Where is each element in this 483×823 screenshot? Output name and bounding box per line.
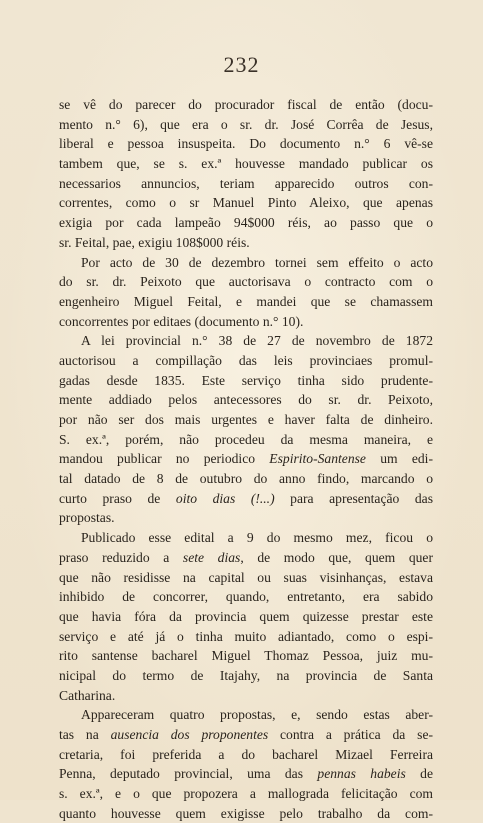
text-line: tambem que, se s. ex.ª houvesse mandado publicar os: [59, 156, 433, 172]
text-line: Publicado esse edital a 9 do mesmo mez, ficou o: [81, 530, 433, 546]
text-line: se vê do parecer do procurador fiscal de então (docu-: [59, 97, 433, 112]
text-line: Catharina.: [59, 687, 116, 703]
text-line: Appareceram quatro propostas, e, sendo estas aber-: [81, 707, 433, 723]
text-line: tal datado de 8 de outubro do anno findo, marcando o: [59, 471, 433, 487]
text-line: do sr. dr. Peixoto que auctorisava o contracto com o: [59, 274, 433, 290]
text-line: mandou publicar no periodico Espirito-Santense um edi-: [59, 451, 433, 467]
text-line: por não ser dos mais urgentes e haver falta de dinheiro.: [59, 412, 433, 427]
text-line: mento n.° 6), que era o sr. dr. José Corrêa de Jesus,: [59, 116, 433, 132]
text-line: mente addiado pelos antecessores do sr. dr. Peixoto,: [59, 392, 433, 408]
text-line: inhibido de concorrer, quando, entretanto, era sabido: [59, 589, 433, 605]
text-line: rito santense bacharel Miguel Thomaz Pessoa, juiz mu-: [59, 648, 433, 664]
text-line: Penna, deputado provincial, uma das pennas habeis de: [59, 766, 433, 782]
text-line: liberal e pessoa insuspeita. Do documento n.° 6 vê-se: [59, 136, 433, 152]
text-line: propostas.: [59, 510, 115, 526]
text-line: necessarios annuncios, teriam apparecido outros con-: [59, 175, 433, 191]
text-line: tas na ausencia dos proponentes contra a prática da se-: [59, 727, 433, 742]
text-line: praso reduzido a sete dias, de modo que, quem quer: [59, 549, 433, 565]
text-line: nicipal do termo de Itajahy, na provincia de Santa: [59, 667, 433, 683]
text-line: que não residisse na capital ou suas visinhanças, estava: [59, 569, 433, 585]
text-line: cretaria, foi preferida a do bacharel Mizael Ferreira: [59, 746, 433, 762]
text-line: engenheiro Miguel Feital, e mandei que se chamassem: [59, 293, 433, 309]
text-line: A lei provincial n.° 38 de 27 de novembro de 1872: [81, 333, 433, 349]
text-line: correntes, como o sr Manuel Pinto Aleixo, que apenas: [59, 195, 433, 211]
text-line: sr. Feital, pae, exigiu 108$000 réis.: [59, 234, 250, 250]
text-line: que havia fóra da provincia quem quizesse prestar este: [59, 608, 433, 624]
text-line: auctorisou a compillação das leis provinciaes promul-: [59, 352, 433, 368]
body-text: [59, 95, 433, 823]
text-line: exigia por cada lampeão 94$000 réis, ao passo que o: [59, 215, 433, 231]
text-line: serviço e até já o tinha muito adiantado, como o espi-: [59, 628, 433, 644]
page-number: 232: [223, 52, 260, 77]
text-line: s. ex.ª, e o que propozera a mallograda felicitação com: [59, 786, 433, 802]
text-line: concorrentes por editaes (documento n.° 10).: [59, 313, 304, 329]
text-line: gadas desde 1835. Este serviço tinha sido prudente-: [59, 372, 433, 388]
text-line: curto praso de oito dias (!...) para apresentação das: [59, 490, 433, 506]
text-line: quanto houvesse quem exigisse pelo trabalho da com-: [59, 805, 433, 821]
text-line: S. ex.ª, porém, não procedeu da mesma maneira, e: [59, 431, 433, 447]
text-line: Por acto de 30 de dezembro tornei sem effeito o acto: [81, 254, 433, 270]
